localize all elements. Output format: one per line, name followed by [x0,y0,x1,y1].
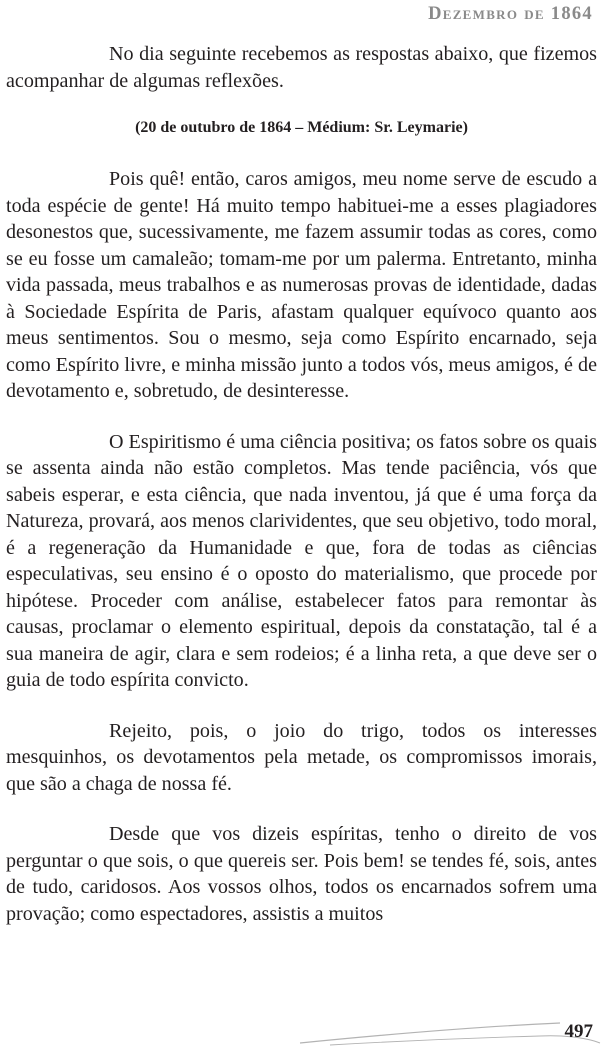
page-footer [0,1005,603,1051]
running-header: Dezembro de 1864 [428,4,593,24]
paragraph-intro: No dia seguinte recebemos as respostas abaixo, que fizemos acompanhar de algumas reflexões. [6,43,597,92]
paragraph-3: Rejeito, pois, o joio do trigo, todos os interesses mesquinhos, os devotamentos pela metade, os compromissos imorais, que são a chaga de nossa fé. [6,719,597,795]
page-content [6,41,597,927]
paragraph-2: O Espiritismo é uma ciência positiva; os fatos sobre os quais se assenta ainda não estão completos. Mas tende paciência, vós que sabeis esperar, e esta ciência, que nada inventou, já que é uma força da Natureza, provará, aos menos clarividentes, que seu objetivo, todo moral, é a regeneração da Humanidade e que, fora de todas as ciências especulativas, seu ensino é o oposto do materialismo, que procede por hipótese. Proceder com análise, estabelecer fatos para remontar às causas, proclamar o elemento espiritual, depois da constatação, tal é a sua maneira de agir, clara e sem rodeios; é a linha reta, a que deve ser o guia de todo espírita convicto. [6,430,597,691]
page-number: 497 [564,1021,593,1042]
message-heading: (20 de outubro de 1864 – Médium: Sr. Leymarie) [135,119,468,136]
footer-swoosh-ornament [0,1005,603,1051]
paragraph-4: Desde que vos dizeis espíritas, tenho o direito de vos perguntar o que sois, o que quereis ser. Pois bem! se tendes fé, sois, antes de tudo, caridosos. Aos vossos olhos, todos os encarnados sofrem uma provação; como espectadores, assistis a muitos [6,823,597,925]
paragraph-1: Pois quê! então, caros amigos, meu nome serve de escudo a toda espécie de gente! Há muito tempo habituei-me a esses plagiadores desonestos que, sucessivamente, me fazem assumir todas as cores, como se eu fosse um camaleão; tomam-me por um palerma. Entretanto, minha vida passada, meus trabalhos e as numerosas provas de identidade, dadas à Sociedade Espírita de Paris, afastam qualquer equívoco quanto aos meus sentimentos. Sou o mesmo, seja como Espírito encarnado, seja como Espírito livre, e minha missão junto a todos vós, meus amigos, é de devotamento e, sobretudo, de desinteresse. [6,168,597,402]
